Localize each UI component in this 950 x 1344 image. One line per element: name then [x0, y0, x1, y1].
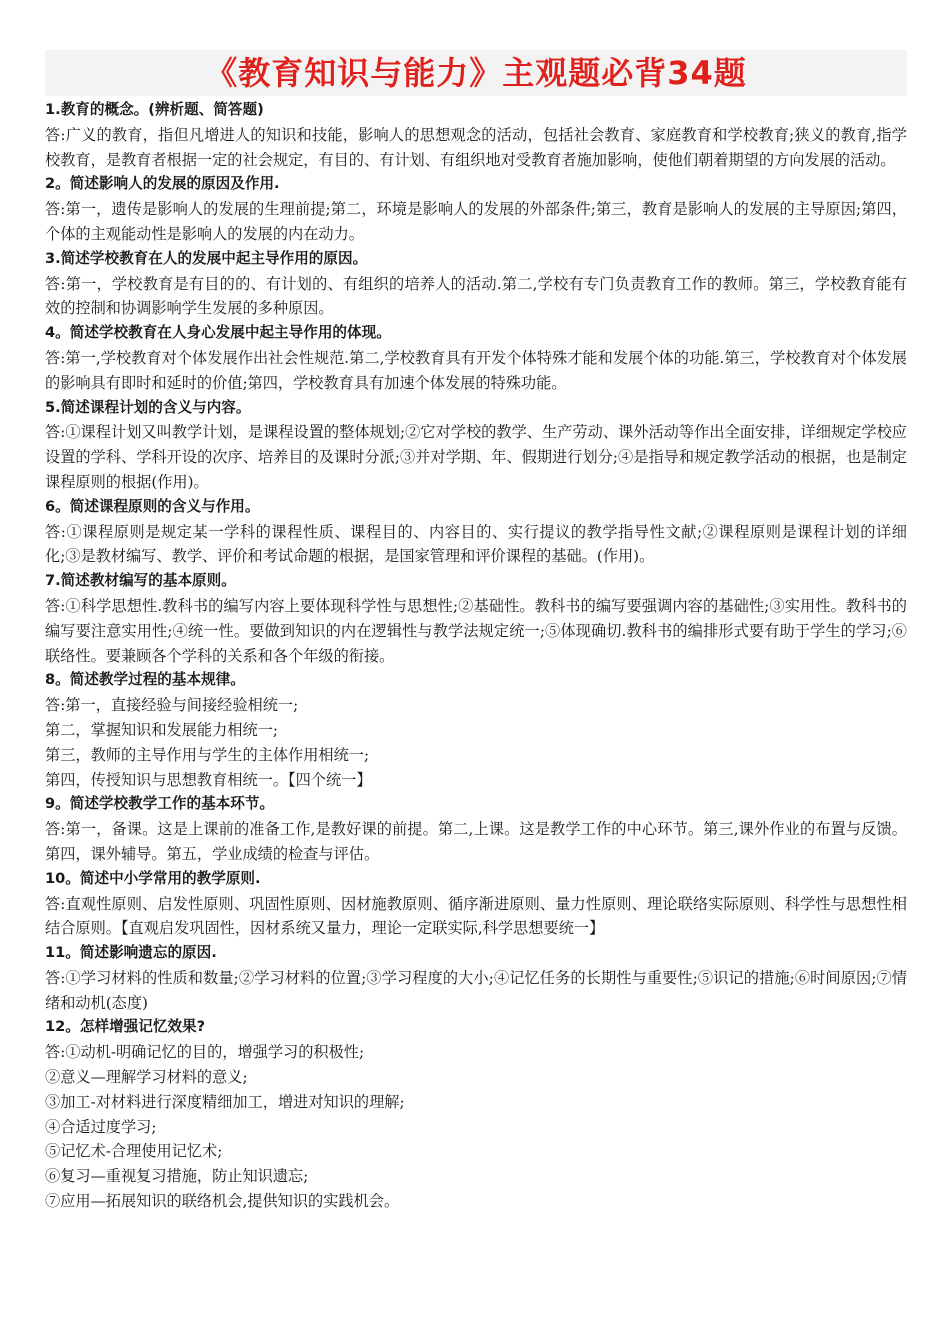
question-5: 5.简述课程计划的含义与内容。: [45, 398, 251, 416]
answer-12-line: ②意义—理解学习材料的意义;: [45, 1068, 248, 1087]
answer-5: 答:①课程计划又叫教学计划，是课程设置的整体规划;②它对学校的教学、生产劳动、课外活动等作出全面安排，详细规定学校应设置的学科、学科开设的次序、培养目的及课时分派;③并对学期、年、假期进行划分;④是指导和规定教学活动的根据，也是制定课程原则的根据(作用)。: [45, 423, 907, 491]
question-11: 11。简述影响遗忘的原因.: [45, 944, 217, 962]
title-bar: [45, 50, 907, 96]
question-3: 3.简述学校教育在人的发展中起主导作用的原因。: [45, 249, 368, 267]
question-7: 7.简述教材编写的基本原则。: [45, 572, 236, 590]
answer-8-line: 第二，掌握知识和发展能力相统一;: [45, 720, 278, 739]
answer-1: 答:广义的教育，指但凡增进人的知识和技能，影响人的思想观念的活动，包括社会教育、家庭教育和学校教育;狭义的教育,指学校教育，是教育者根据一定的社会规定，有目的、有计划、有组织地对受教育者施加影响，使他们朝着期望的方向发展的活动。: [45, 125, 907, 169]
answer-9: 答:第一，备课。这是上课前的准备工作,是教好课的前提。第二,上课。这是教学工作的中心环节。第三,课外作业的布置与反馈。第四，课外辅导。第五，学业成绩的检查与评估。: [45, 820, 907, 863]
answer-8-line: 第四，传授知识与思想教育相统一。【四个统一】: [45, 770, 372, 789]
answer-12-line: ⑤记忆术-合理使用记忆术;: [45, 1142, 223, 1161]
document-page: [45, 50, 907, 1214]
answer-11: 答:①学习材料的性质和数量;②学习材料的位置;③学习程度的大小;④记忆任务的长期性与重要性;⑤识记的措施;⑥时间原因;⑦情绪和动机(态度): [45, 968, 907, 1012]
answer-4: 答:第一,学校教育对个体发展作出社会性规范.第二,学校教育具有开发个体特殊才能和发展个体的功能.第三，学校教育对个体发展的影响具有即时和延时的价值;第四，学校教育具有加速个体发展的特殊功能。: [45, 348, 907, 392]
question-2: 2。简述影响人的发展的原因及作用.: [45, 175, 280, 193]
answer-12-line: 答:①动机-明确记忆的目的，增强学习的积极性;: [45, 1043, 365, 1062]
answer-12-line: ⑦应用—拓展知识的联络机会,提供知识的实践机会。: [45, 1192, 400, 1211]
answer-10: 答:直观性原则、启发性原则、巩固性原则、因材施教原则、循序渐进原则、量力性原则、理论联络实际原则、科学性与思想性相结合原则。【直观启发巩固性，因材系统又量力，理论一定联实际,科学思想要统一】: [45, 894, 907, 938]
answer-2: 答:第一，遗传是影响人的发展的生理前提;第二，环境是影响人的发展的外部条件;第三，教育是影响人的发展的主导原因;第四，个体的主观能动性是影响人的发展的内在动力。: [45, 200, 907, 243]
question-9: 9。简述学校教学工作的基本环节。: [45, 795, 275, 813]
question-10: 10。简述中小学常用的教学原则.: [45, 869, 261, 887]
answer-6: 答:①课程原则是规定某一学科的课程性质、课程目的、内容目的、实行提议的教学指导性文献;②课程原则是课程计划的详细化;③是教材编写、教学、评价和考试命题的根据，是国家管理和评价课程的基础。(作用)。: [45, 522, 907, 566]
question-6: 6。简述课程原则的含义与作用。: [45, 497, 260, 515]
question-1: 1.教育的概念。(辨析题、简答题): [45, 101, 264, 118]
question-8: 8。简述教学过程的基本规律。: [45, 671, 245, 689]
answer-12-line: ④合适过度学习;: [45, 1117, 157, 1136]
answer-12-line: ③加工-对材料进行深度精细加工，增进对知识的理解;: [45, 1092, 405, 1111]
answer-8-line: 第三，教师的主导作用与学生的主体作用相统一;: [45, 745, 370, 764]
answer-12-line: ⑥复习—重视复习措施，防止知识遗忘;: [45, 1167, 309, 1186]
page-title: 《教育知识与能力》主观题必背34题: [205, 53, 747, 92]
question-12: 12。怎样增强记忆效果?: [45, 1018, 206, 1036]
answer-3: 答:第一，学校教育是有目的的、有计划的、有组织的培养人的活动.第二,学校有专门负责教育工作的教师。第三，学校教育能有效的控制和协调影响学生发展的多种原因。: [45, 274, 907, 318]
answer-7: 答:①科学思想性.教科书的编写内容上要体现科学性与思想性;②基础性。教科书的编写要强调内容的基础性;③实用性。教科书的编写要注意实用性;④统一性。要做到知识的内在逻辑性与教学法规定统一;⑤体现确切.教科书的编排形式要有助于学生的学习;⑥联络性。要兼顾各个学科的关系和各个年级的衔接。: [45, 596, 907, 665]
answer-8-line: 答:第一，直接经验与间接经验相统一;: [45, 696, 299, 715]
question-4: 4。简述学校教育在人身心发展中起主导作用的体现。: [45, 324, 391, 342]
